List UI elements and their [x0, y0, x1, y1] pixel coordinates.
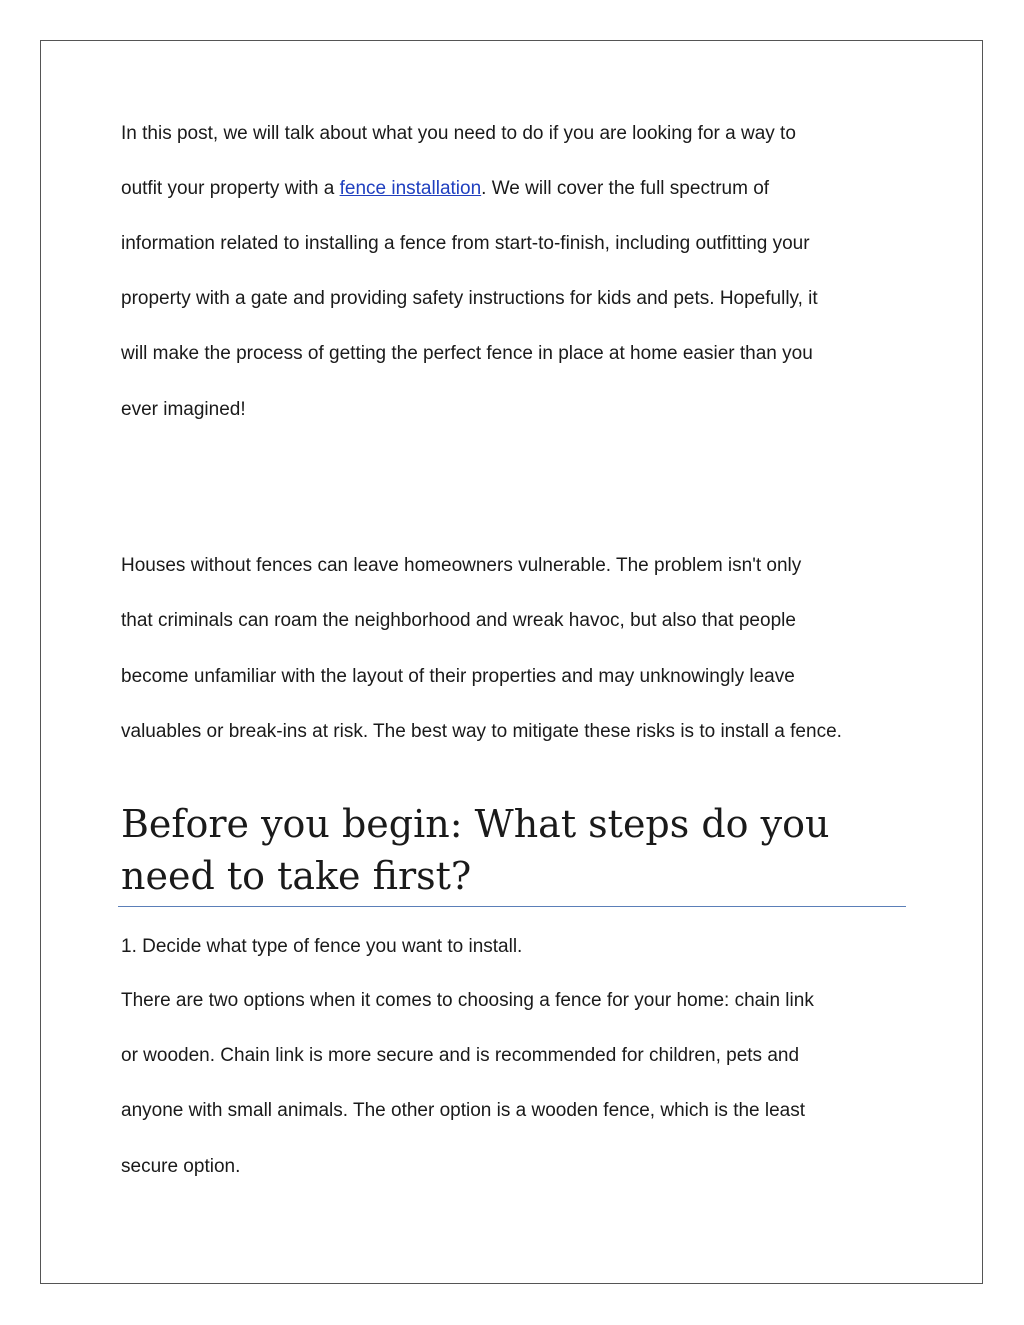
section-heading-line-1: Before you begin: What steps do you [121, 802, 830, 846]
step-1-line-2: or wooden. Chain link is more secure and is recommended for children, pets and [121, 1045, 800, 1066]
document-page [40, 40, 983, 1284]
intro-line-4: property with a gate and providing safety instructions for kids and pets. Hopefully, it [121, 288, 818, 309]
step-1-line-1: There are two options when it comes to choosing a fence for your home: chain link [121, 990, 814, 1011]
houses-line-2: that criminals can roam the neighborhood and wreak havoc, but also that people [121, 610, 796, 631]
step-1-line-4: secure option. [121, 1156, 241, 1177]
intro-line-1: In this post, we will talk about what you need to do if you are looking for a way to [121, 123, 796, 144]
intro-line-2 [121, 177, 769, 201]
intro-line-6: ever imagined! [121, 399, 246, 420]
step-1-line-3: anyone with small animals. The other option is a wooden fence, which is the least [121, 1100, 806, 1121]
houses-line-1: Houses without fences can leave homeowners vulnerable. The problem isn't only [121, 555, 802, 576]
section-heading-line-2: need to take first? [121, 854, 472, 898]
intro-line-3: information related to installing a fence from start-to-finish, including outfitting your [121, 233, 810, 254]
step-1-title: 1. Decide what type of fence you want to install. [121, 936, 523, 957]
houses-line-4: valuables or break-ins at risk. The best way to mitigate these risks is to install a fence. [121, 721, 842, 742]
fence-installation-link[interactable]: fence installation [339, 178, 482, 199]
intro-line-2-text-before: outfit your property with a [121, 178, 340, 199]
intro-line-5: will make the process of getting the perfect fence in place at home easier than you [121, 343, 813, 364]
heading-underline [118, 906, 906, 907]
houses-line-3: become unfamiliar with the layout of their properties and may unknowingly leave [121, 666, 795, 687]
intro-line-2-text-after: . We will cover the full spectrum of [481, 178, 770, 199]
